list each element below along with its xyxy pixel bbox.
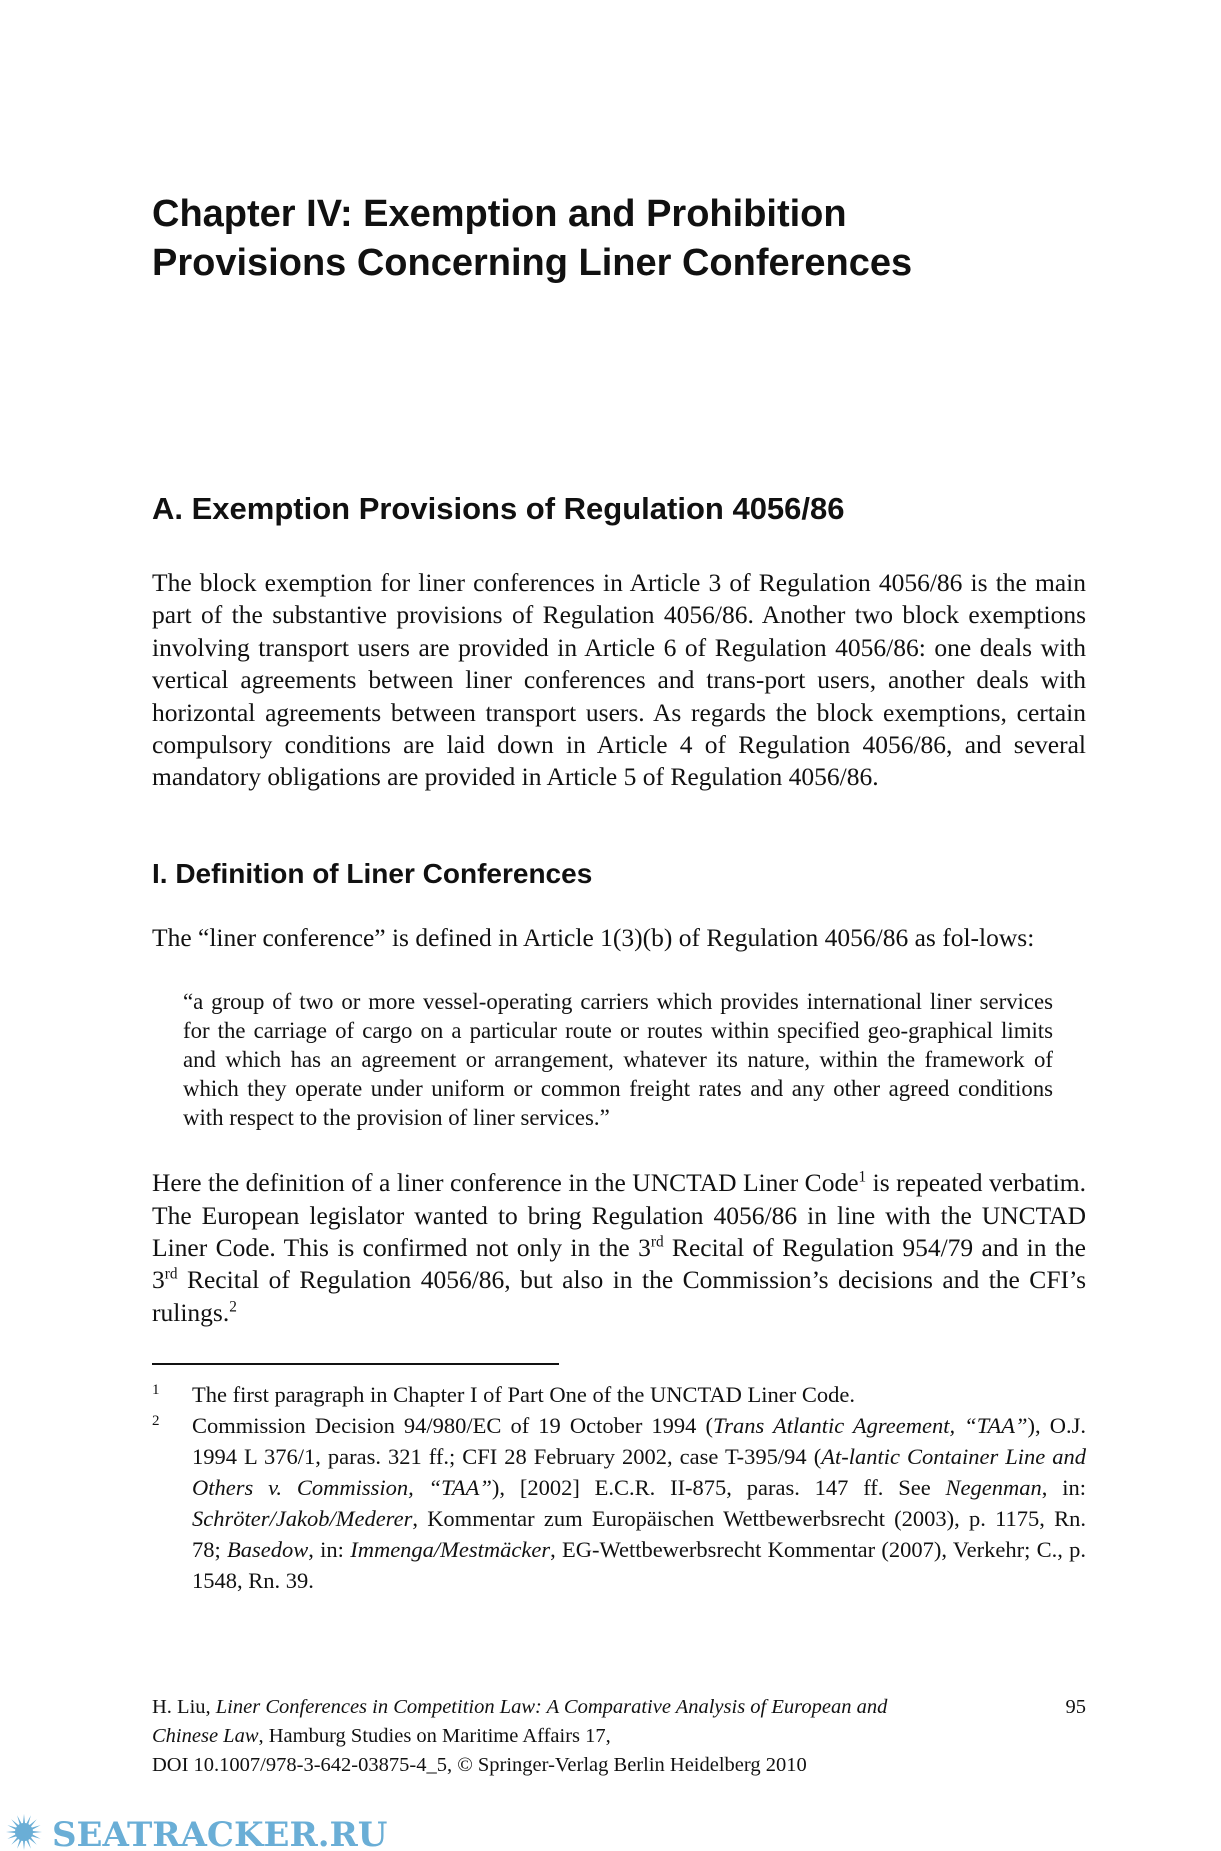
section-a-heading: A. Exemption Provisions of Regulation 4056/86 bbox=[152, 491, 845, 526]
italic-text: At-lantic Container Line and Others v. Commission, “TAA” bbox=[192, 1444, 1087, 1501]
sun-ray bbox=[17, 1815, 22, 1825]
chapter-title bbox=[152, 190, 1052, 288]
footnote-1 bbox=[152, 1379, 1086, 1410]
footnote-ref-1[interactable]: 1 bbox=[858, 1168, 867, 1186]
sun-ray bbox=[29, 1837, 37, 1845]
text: ), [2002] E.C.R. II-875, paras. 147 ff. See bbox=[491, 1475, 946, 1501]
series: , Hamburg Studies on Maritime Affairs 17, bbox=[258, 1725, 611, 1747]
sun-ray bbox=[31, 1825, 41, 1830]
page-number: 95 bbox=[1065, 1696, 1086, 1718]
sun-ray bbox=[11, 1819, 19, 1827]
book-title: Liner Conferences in Competition Law: A Comparative Analysis of European and Chinese Law bbox=[152, 1696, 888, 1747]
text: Commission Decision 94/980/EC of 19 October 1994 ( bbox=[192, 1413, 713, 1439]
italic-text: Negenman bbox=[945, 1475, 1042, 1501]
sun-icon bbox=[6, 1814, 42, 1850]
text: Recital of Regulation 4056/86, but also in the Commission’s decisions and the CFI’s rulings. bbox=[152, 1265, 1086, 1327]
italic-text: Basedow bbox=[227, 1537, 309, 1563]
italic-text: Trans Atlantic Agreement, “TAA” bbox=[713, 1413, 1028, 1439]
footnote-ref-2[interactable]: 2 bbox=[229, 1298, 237, 1316]
section-i-heading: I. Definition of Liner Conferences bbox=[152, 857, 593, 889]
watermark-logo bbox=[0, 1812, 1221, 1851]
text: , Kommentar zum Europäischen Wettbewerbsrecht (2003), p. 1175, Rn. 78; bbox=[192, 1506, 1086, 1563]
sun-ray bbox=[11, 1837, 19, 1845]
sun-ray bbox=[32, 1831, 42, 1833]
italic-text: Schröter/Jakob/Mederer bbox=[192, 1506, 413, 1532]
footnote-divider bbox=[152, 1363, 559, 1365]
text: , in: bbox=[1041, 1475, 1086, 1501]
footnote-text bbox=[192, 1410, 1086, 1596]
superscript: rd bbox=[164, 1265, 178, 1283]
italic-text: Immenga/Mestmäcker bbox=[350, 1537, 551, 1563]
chapter-title-line2: Provisions Concerning Liner Conferences bbox=[152, 242, 913, 284]
text: ), O.J. 1994 L 376/1, paras. 321 ff.; CFI 28 February 2002, case T-395/94 ( bbox=[192, 1413, 1086, 1470]
sun-ray bbox=[29, 1819, 37, 1827]
sun-ray bbox=[7, 1834, 17, 1839]
paragraph-unctad bbox=[152, 1167, 1086, 1329]
footnote-number: 2 bbox=[152, 1413, 160, 1430]
sun-ray bbox=[26, 1815, 31, 1825]
footnote-text: The first paragraph in Chapter I of Part One of the UNCTAD Liner Code. bbox=[192, 1382, 856, 1408]
sun-ray bbox=[23, 1840, 25, 1850]
text: is repeated verbatim. The European legislator wanted to bring Regulation 4056/86 in line with the UNCTAD Liner Code. This is confirmed not only in the 3 bbox=[152, 1168, 1086, 1263]
text: , EG-Wettbewerbsrecht Kommentar (2007), Verkehr; C., p. 1548, Rn. 39. bbox=[192, 1537, 1086, 1594]
text: , in: bbox=[308, 1537, 351, 1563]
author: H. Liu, bbox=[152, 1696, 216, 1718]
sun-ray bbox=[23, 1814, 25, 1824]
sun-ray bbox=[7, 1825, 17, 1830]
text: Here the definition of a liner conference in the UNCTAD Liner Code bbox=[152, 1168, 859, 1198]
paragraph-definition-intro: The “liner conference” is defined in Article 1(3)(b) of Regulation 4056/86 as fol-lows: bbox=[152, 922, 1035, 952]
watermark-text: SEATRACKER.RU bbox=[52, 1815, 388, 1851]
text: Recital of Regulation 954/79 and in the 3 bbox=[152, 1233, 1086, 1295]
definition-quote: “a group of two or more vessel-operating carriers which provides international liner services for the carriage of cargo on a particular route or routes within specified geo-graphical limits and which has an agreement or arrangement, whatever its nature, within the framework of which they operate under uniform or common freight rates and any other agreed conditions with respect to the provision of liner services.” bbox=[183, 989, 1053, 1131]
sun-ray bbox=[31, 1834, 41, 1839]
sun-ray bbox=[6, 1831, 16, 1833]
sun-ray bbox=[26, 1839, 31, 1849]
footnote-number: 1 bbox=[152, 1382, 160, 1399]
superscript: rd bbox=[650, 1233, 664, 1251]
chapter-title-line1: Chapter IV: Exemption and Prohibition bbox=[152, 193, 847, 235]
footnote-2 bbox=[152, 1410, 1086, 1596]
sun-ray bbox=[17, 1839, 22, 1849]
page-footer bbox=[152, 1693, 1086, 1780]
doi: DOI 10.1007/978-3-642-03875-4_5, © Springer-Verlag Berlin Heidelberg 2010 bbox=[152, 1754, 807, 1776]
paragraph-block-exemption: The block exemption for liner conferences in Article 3 of Regulation 4056/86 is the main part of the substantive provisions of Regulation 4056/86. Another two block exemptions involving transport users are provided in Article 6 of Regulation 4056/86: one deals with vertical agreements between liner conferences and trans-port users, another deals with horizontal agreements between transport users. As regards the block exemptions, certain compulsory conditions are laid down in Article 4 of Regulation 4056/86, and several mandatory obligations are provided in Article 5 of Regulation 4056/86. bbox=[152, 568, 1086, 792]
citation bbox=[152, 1693, 952, 1780]
